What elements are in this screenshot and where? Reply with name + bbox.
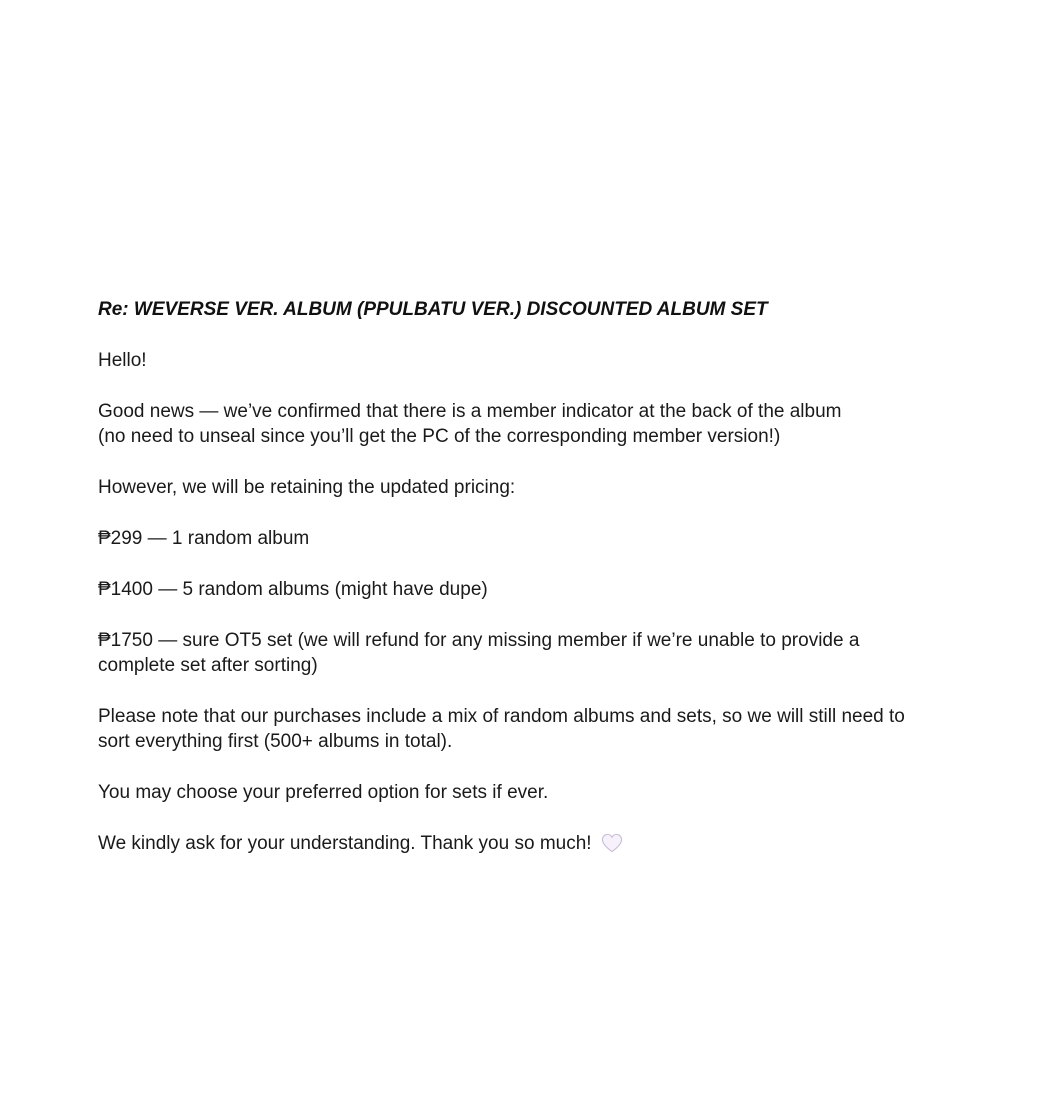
sorting-note-line-2: sort everything first (500+ albums in total). <box>98 731 453 752</box>
price-option-3-line-1: ₱1750 — sure OT5 set (we will refund for any missing member if we’re unable to provide a <box>98 630 860 651</box>
heart-shape <box>602 834 621 851</box>
email-body <box>98 297 948 882</box>
price-option-1: ₱299 — 1 random album <box>98 528 310 549</box>
option-note: You may choose your preferred option for sets if ever. <box>98 782 549 803</box>
price-option-2: ₱1400 — 5 random albums (might have dupe) <box>98 579 488 600</box>
price-option-3 <box>98 628 948 678</box>
price-option-3-line-2: complete set after sorting) <box>98 655 318 676</box>
white-heart-icon <box>601 833 623 853</box>
confirmation-line-2: (no need to unseal since you’ll get the PC of the corresponding member version!) <box>98 426 781 447</box>
email-subject: Re: WEVERSE VER. ALBUM (PPULBATU VER.) DISCOUNTED ALBUM SET <box>98 299 768 320</box>
confirmation-paragraph <box>98 399 948 449</box>
closing-text: We kindly ask for your understanding. Thank you so much! <box>98 833 592 854</box>
confirmation-line-1: Good news — we’ve confirmed that there is a member indicator at the back of the album <box>98 401 842 422</box>
sorting-note <box>98 704 948 754</box>
pricing-intro: However, we will be retaining the updated pricing: <box>98 477 516 498</box>
closing-line <box>98 831 948 856</box>
greeting: Hello! <box>98 350 147 371</box>
sorting-note-line-1: Please note that our purchases include a mix of random albums and sets, so we will still need to <box>98 706 905 727</box>
